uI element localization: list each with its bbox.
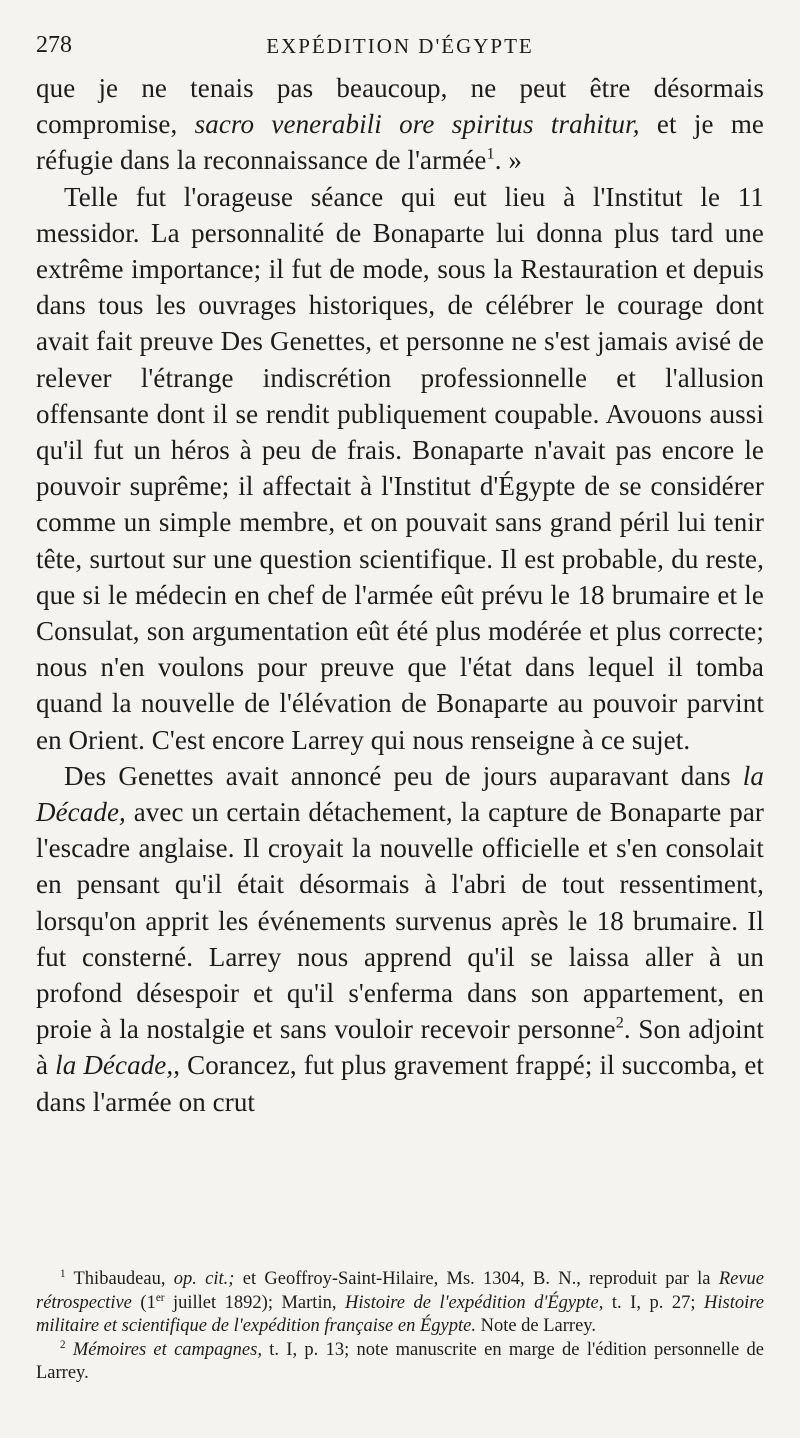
page-header xyxy=(36,26,764,66)
text-run: Thibaudeau, xyxy=(65,1269,174,1289)
running-head: EXPÉDITION D'ÉGYPTE xyxy=(266,34,534,58)
footnotes xyxy=(36,1268,764,1386)
italic-text: la Décade, xyxy=(55,1050,174,1081)
paragraph xyxy=(36,70,764,179)
note-marker: er xyxy=(155,1291,165,1304)
note-marker: 1 xyxy=(60,1267,66,1280)
footnote xyxy=(36,1339,764,1386)
text-run: t. I, p. 27; xyxy=(603,1292,705,1313)
text-run: que je ne tenais pas beaucoup, ne peut être désormais compromise, xyxy=(36,73,764,140)
text-run xyxy=(66,1340,73,1360)
text-run: . » xyxy=(494,145,522,176)
italic-text: Histoire de l'expédition d'Égypte, xyxy=(345,1292,604,1313)
text-run: , Corancez, fut plus gravement frappé; il succomba, et dans l'armée on crut xyxy=(36,1050,765,1117)
main-text xyxy=(36,70,764,1120)
text-run: et je me réfugie dans la reconnaissance de l'armée xyxy=(36,109,765,176)
italic-text: op. cit.; xyxy=(173,1269,235,1289)
italic-text: sacro venerabili ore spiritus trahitur, xyxy=(194,109,640,140)
text-run: Note de Larrey. xyxy=(475,1316,596,1337)
page-number: 278 xyxy=(36,32,72,58)
text-run: Telle fut l'orageuse séance qui eut lieu à l'Institut le 11 messidor. La personnalité de Bonaparte lui donna plus tard une extrême importance; il fut de mode, sous la Restauration et depuis dans tous les ouvrages historiques, de célébrer le courage dont avait fait preuve Des Genettes, et personne ne s'est jamais avisé de relever l'étrange indiscrétion professionnelle et l'allusion offensante dont il se rendit publiquement coupable. Avouons aussi qu'il fut un héros à peu de frais. Bonaparte n'avait pas encore le pouvoir suprême; il affectait à l'Institut d'Égypte de se considérer comme un simple membre, et on pouvait sans grand péril lui tenir tête, surtout sur une question scientifique. Il est probable, du reste, que si le médecin en chef de l'armée eût prévu le 18 brumaire et le Consulat, son argumentation eût été plus modérée et plus correcte; nous n'en voulons pour preuve que l'état dans lequel il tomba quand la nouvelle de l'élévation de Bonaparte au pouvoir parvint en Orient. C'est encore Larrey qui nous renseigne à ce sujet. xyxy=(36,181,764,755)
italic-text: Revue rétrospective xyxy=(36,1269,764,1313)
note-marker: 1 xyxy=(486,144,495,163)
text-run: (1 xyxy=(131,1292,156,1313)
footnote xyxy=(36,1268,764,1339)
text-run: Des Genettes avait annoncé peu de jours auparavant dans xyxy=(64,760,743,791)
note-marker: 2 xyxy=(615,1013,624,1032)
italic-text: Mémoires et campagnes, xyxy=(72,1339,262,1360)
text-run: avec un certain détachement, la capture de Bonaparte par l'escadre anglaise. Il croyait la nouvelle officielle et s'en consolait en pensant qu'il était désormais à l'abri de tout ressentiment, lorsqu'on apprit les événements survenus après le 18 brumaire. Il fut consterné. Larrey nous apprend qu'il se laissa aller à un profond désespoir et qu'il s'enferma dans son appartement, en proie à la nostalgie et sans vouloir recevoir personne xyxy=(36,797,764,1045)
note-marker: 2 xyxy=(60,1338,66,1351)
text-run: juillet 1892); Martin, xyxy=(164,1292,345,1313)
text-run: t. I, p. 13; note manuscrite en marge de l'édition personnelle de Larrey. xyxy=(36,1339,764,1384)
italic-text: la Décade, xyxy=(36,760,764,828)
paragraph xyxy=(36,179,764,758)
paragraph xyxy=(36,758,764,1120)
text-run: . Son adjoint à xyxy=(36,1014,764,1081)
italic-text: Histoire militaire et scientifique de l'expédition française en Égypte. xyxy=(36,1292,764,1337)
text-run: et Geoffroy-Saint-Hilaire, Ms. 1304, B. N., reproduit par la xyxy=(234,1269,719,1289)
